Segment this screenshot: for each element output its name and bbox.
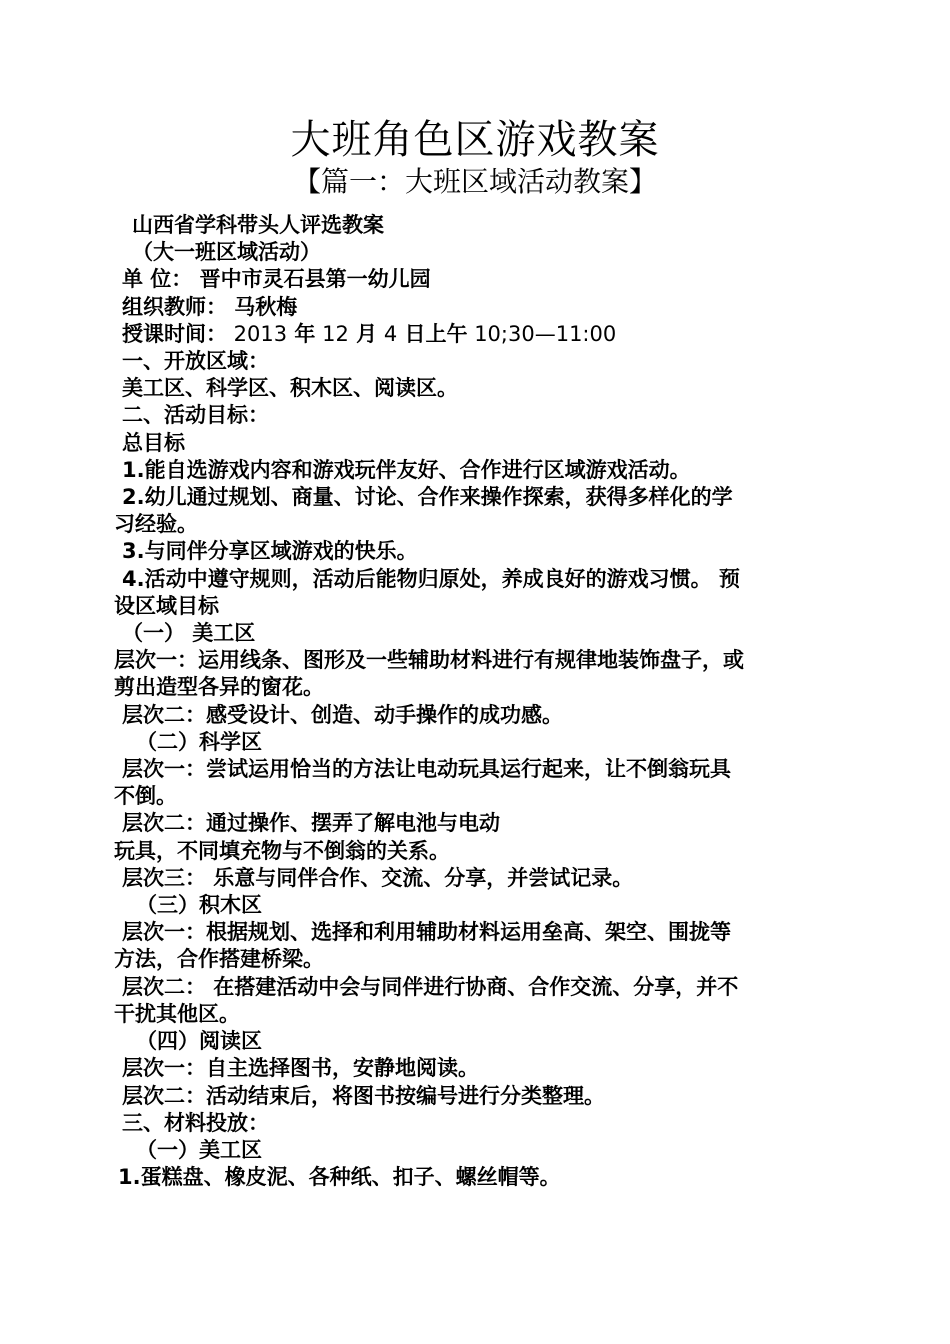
goal-1: 1.能自选游戏内容和游戏玩伴友好、合作进行区域游戏活动。 xyxy=(122,457,691,482)
goal-4-line-2: 设区域目标 xyxy=(114,593,219,618)
area-3-level-2-line-1: 层次二： 在搭建活动中会与同伴进行协商、合作交流、分享，并不 xyxy=(122,974,739,999)
area-2-level-2-line-2: 玩具，不同填充物与不倒翁的关系。 xyxy=(114,838,450,863)
area-1-level-1-line-2: 剪出造型各异的窗花。 xyxy=(114,675,324,700)
area-4-level-1: 层次一：自主选择图书，安静地阅读。 xyxy=(122,1056,479,1081)
time-day-suffix: 日上午 xyxy=(397,321,468,346)
area-3-title: （三）积木区 xyxy=(136,893,262,918)
teacher-line: 组织教师： 马秋梅 xyxy=(122,294,298,319)
time-month-suffix: 月 xyxy=(348,321,378,346)
time-range: 10;30—11:00 xyxy=(467,321,617,346)
document-subtitle: 【篇一：大班区域活动教案】 xyxy=(292,165,657,198)
area-2-level-2-line-1: 层次二：通过操作、摆弄了解电池与电动 xyxy=(122,811,500,836)
section-1-title: 一、开放区域： xyxy=(122,349,269,374)
plan-heading: 山西省学科带头人评选教案 xyxy=(132,213,384,237)
area-4-level-2: 层次二：活动结束后，将图书按编号进行分类整理。 xyxy=(122,1083,605,1108)
document-title: 大班角色区游戏教案 xyxy=(290,117,660,163)
goal-2-line-1: 2.幼儿通过规划、商量、讨论、合作来操作探索，获得多样化的学 xyxy=(122,485,733,510)
time-label: 授课时间： xyxy=(122,321,227,346)
document-body xyxy=(114,212,844,1191)
time-line xyxy=(114,321,844,348)
time-year-suffix: 年 xyxy=(287,321,316,346)
time-year: 2013 xyxy=(227,321,288,346)
area-2-level-3: 层次三： 乐意与同伴合作、交流、分享，并尝试记录。 xyxy=(122,865,634,890)
material-1-item-1: 1.蛋糕盘、橡皮泥、各种纸、扣子、螺丝帽等。 xyxy=(118,1165,561,1190)
area-4-title: （四）阅读区 xyxy=(136,1029,262,1054)
material-1-title: （一）美工区 xyxy=(136,1137,262,1162)
area-3-level-1-line-1: 层次一：根据规划、选择和利用辅助材料运用垒高、架空、围拢等 xyxy=(122,920,731,945)
area-2-title: （二）科学区 xyxy=(136,729,262,754)
area-2-level-1-line-1: 层次一：尝试运用恰当的方法让电动玩具运行起来，让不倒翁玩具 xyxy=(122,757,731,782)
section-1-body: 美工区、科学区、积木区、阅读区。 xyxy=(122,376,458,401)
goal-2-line-2: 习经验。 xyxy=(114,512,198,537)
goal-3: 3.与同伴分享区域游戏的快乐。 xyxy=(122,539,418,564)
class-name: （大一班区域活动） xyxy=(132,240,321,265)
area-1-level-2: 层次二：感受设计、创造、动手操作的成功感。 xyxy=(122,702,563,727)
goal-title: 总目标 xyxy=(122,430,185,455)
area-3-level-2-line-2: 干扰其他区。 xyxy=(114,1001,240,1026)
time-month: 12 xyxy=(315,321,349,346)
goal-4-line-1: 4.活动中遵守规则，活动后能物归原处，养成良好的游戏习惯。 预 xyxy=(122,566,740,591)
area-1-level-1-line-1: 层次一：运用线条、图形及一些辅助材料进行有规律地装饰盘子，或 xyxy=(114,648,744,673)
area-1-title: （一） 美工区 xyxy=(122,621,256,646)
section-2-title: 二、活动目标： xyxy=(122,403,269,428)
unit-line: 单 位： 晋中市灵石县第一幼儿园 xyxy=(122,267,431,292)
area-2-level-1-line-2: 不倒。 xyxy=(114,784,177,809)
time-day: 4 xyxy=(377,321,398,346)
area-3-level-1-line-2: 方法，合作搭建桥梁。 xyxy=(114,947,324,972)
section-3-title: 三、材料投放： xyxy=(122,1110,269,1135)
